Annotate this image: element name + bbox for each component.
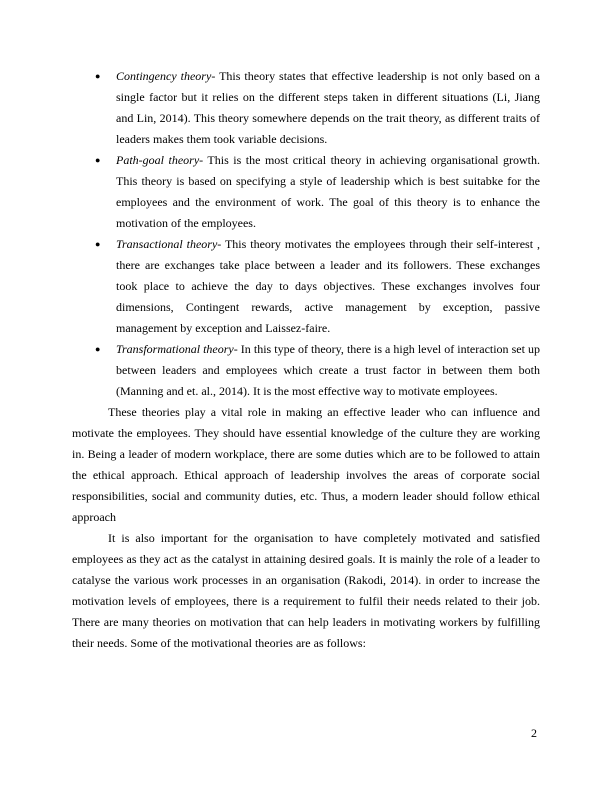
body-paragraph: It is also important for the organisation to have completely motivated and satisfied employees as they act as the catalyst in attaining desired goals. It is mainly the role of a leader to catalyse the various work processes in an organisation (Rakodi, 2014). in order to increase the motivation levels of employees, there is a requirement to fulfil their needs related to their job. There are many theories on motivation that can help leaders in motivating workers by fulfilling their needs. Some of the motivational theories are as follows: [72, 531, 540, 650]
bullet-dot-icon: ● [95, 155, 101, 165]
list-item-text: - This theory motivates the employees through their self-interest , there are exchanges take place between a leader and its followers. These exchanges took place to achieve the day to days objectives. These exchanges involves four dimensions, Contingent rewards, active management by exception, passive management by exception and Laissez-faire. [116, 237, 540, 335]
bullet-dot-icon: ● [95, 239, 101, 249]
page-number: 2 [531, 726, 537, 740]
list-item [72, 339, 540, 402]
list-item-text: - In this type of theory, there is a high level of interaction set up between leaders and employees which create a trust factor in between them both (Manning and et. al., 2014). It is the most effective way to motivate employees. [116, 342, 541, 398]
list-item [72, 66, 540, 150]
bullet-dot-icon: ● [95, 344, 101, 354]
list-item-term: Path-goal theory [116, 153, 200, 167]
list-item-term: Contingency theory [116, 69, 212, 83]
list-item [72, 150, 540, 234]
list-item-text: - This theory states that effective leadership is not only based on a single factor but it relies on the different steps taken in different situations (Li, Jiang and Lin, 2014). This theory somewhere depends on the trait theory, as different traits of leaders makes them took variable decisions. [116, 69, 541, 146]
body-paragraph: These theories play a vital role in making an effective leader who can influence and motivate the employees. They should have essential knowledge of the culture they are working in. Being a leader of modern workplace, there are some duties which are to be followed to attain the ethical approach. Ethical approach of leadership involves the areas of corporate social responsibilities, social and community duties, etc. Thus, a modern leader should follow ethical approach [72, 405, 540, 524]
list-item-term: Transformational theory [116, 342, 234, 356]
list-item-term: Transactional theory [116, 237, 218, 251]
leadership-theories-list [72, 66, 540, 402]
list-item-text: - This is the most critical theory in achieving organisational growth. This theory is based on specifying a style of leadership which is best suitabke for the employees and the environment of work. The goal of this theory is to enhance the motivation of the employees. [116, 153, 540, 230]
list-item [72, 234, 540, 339]
bullet-dot-icon: ● [95, 71, 101, 81]
page-content [72, 66, 540, 654]
